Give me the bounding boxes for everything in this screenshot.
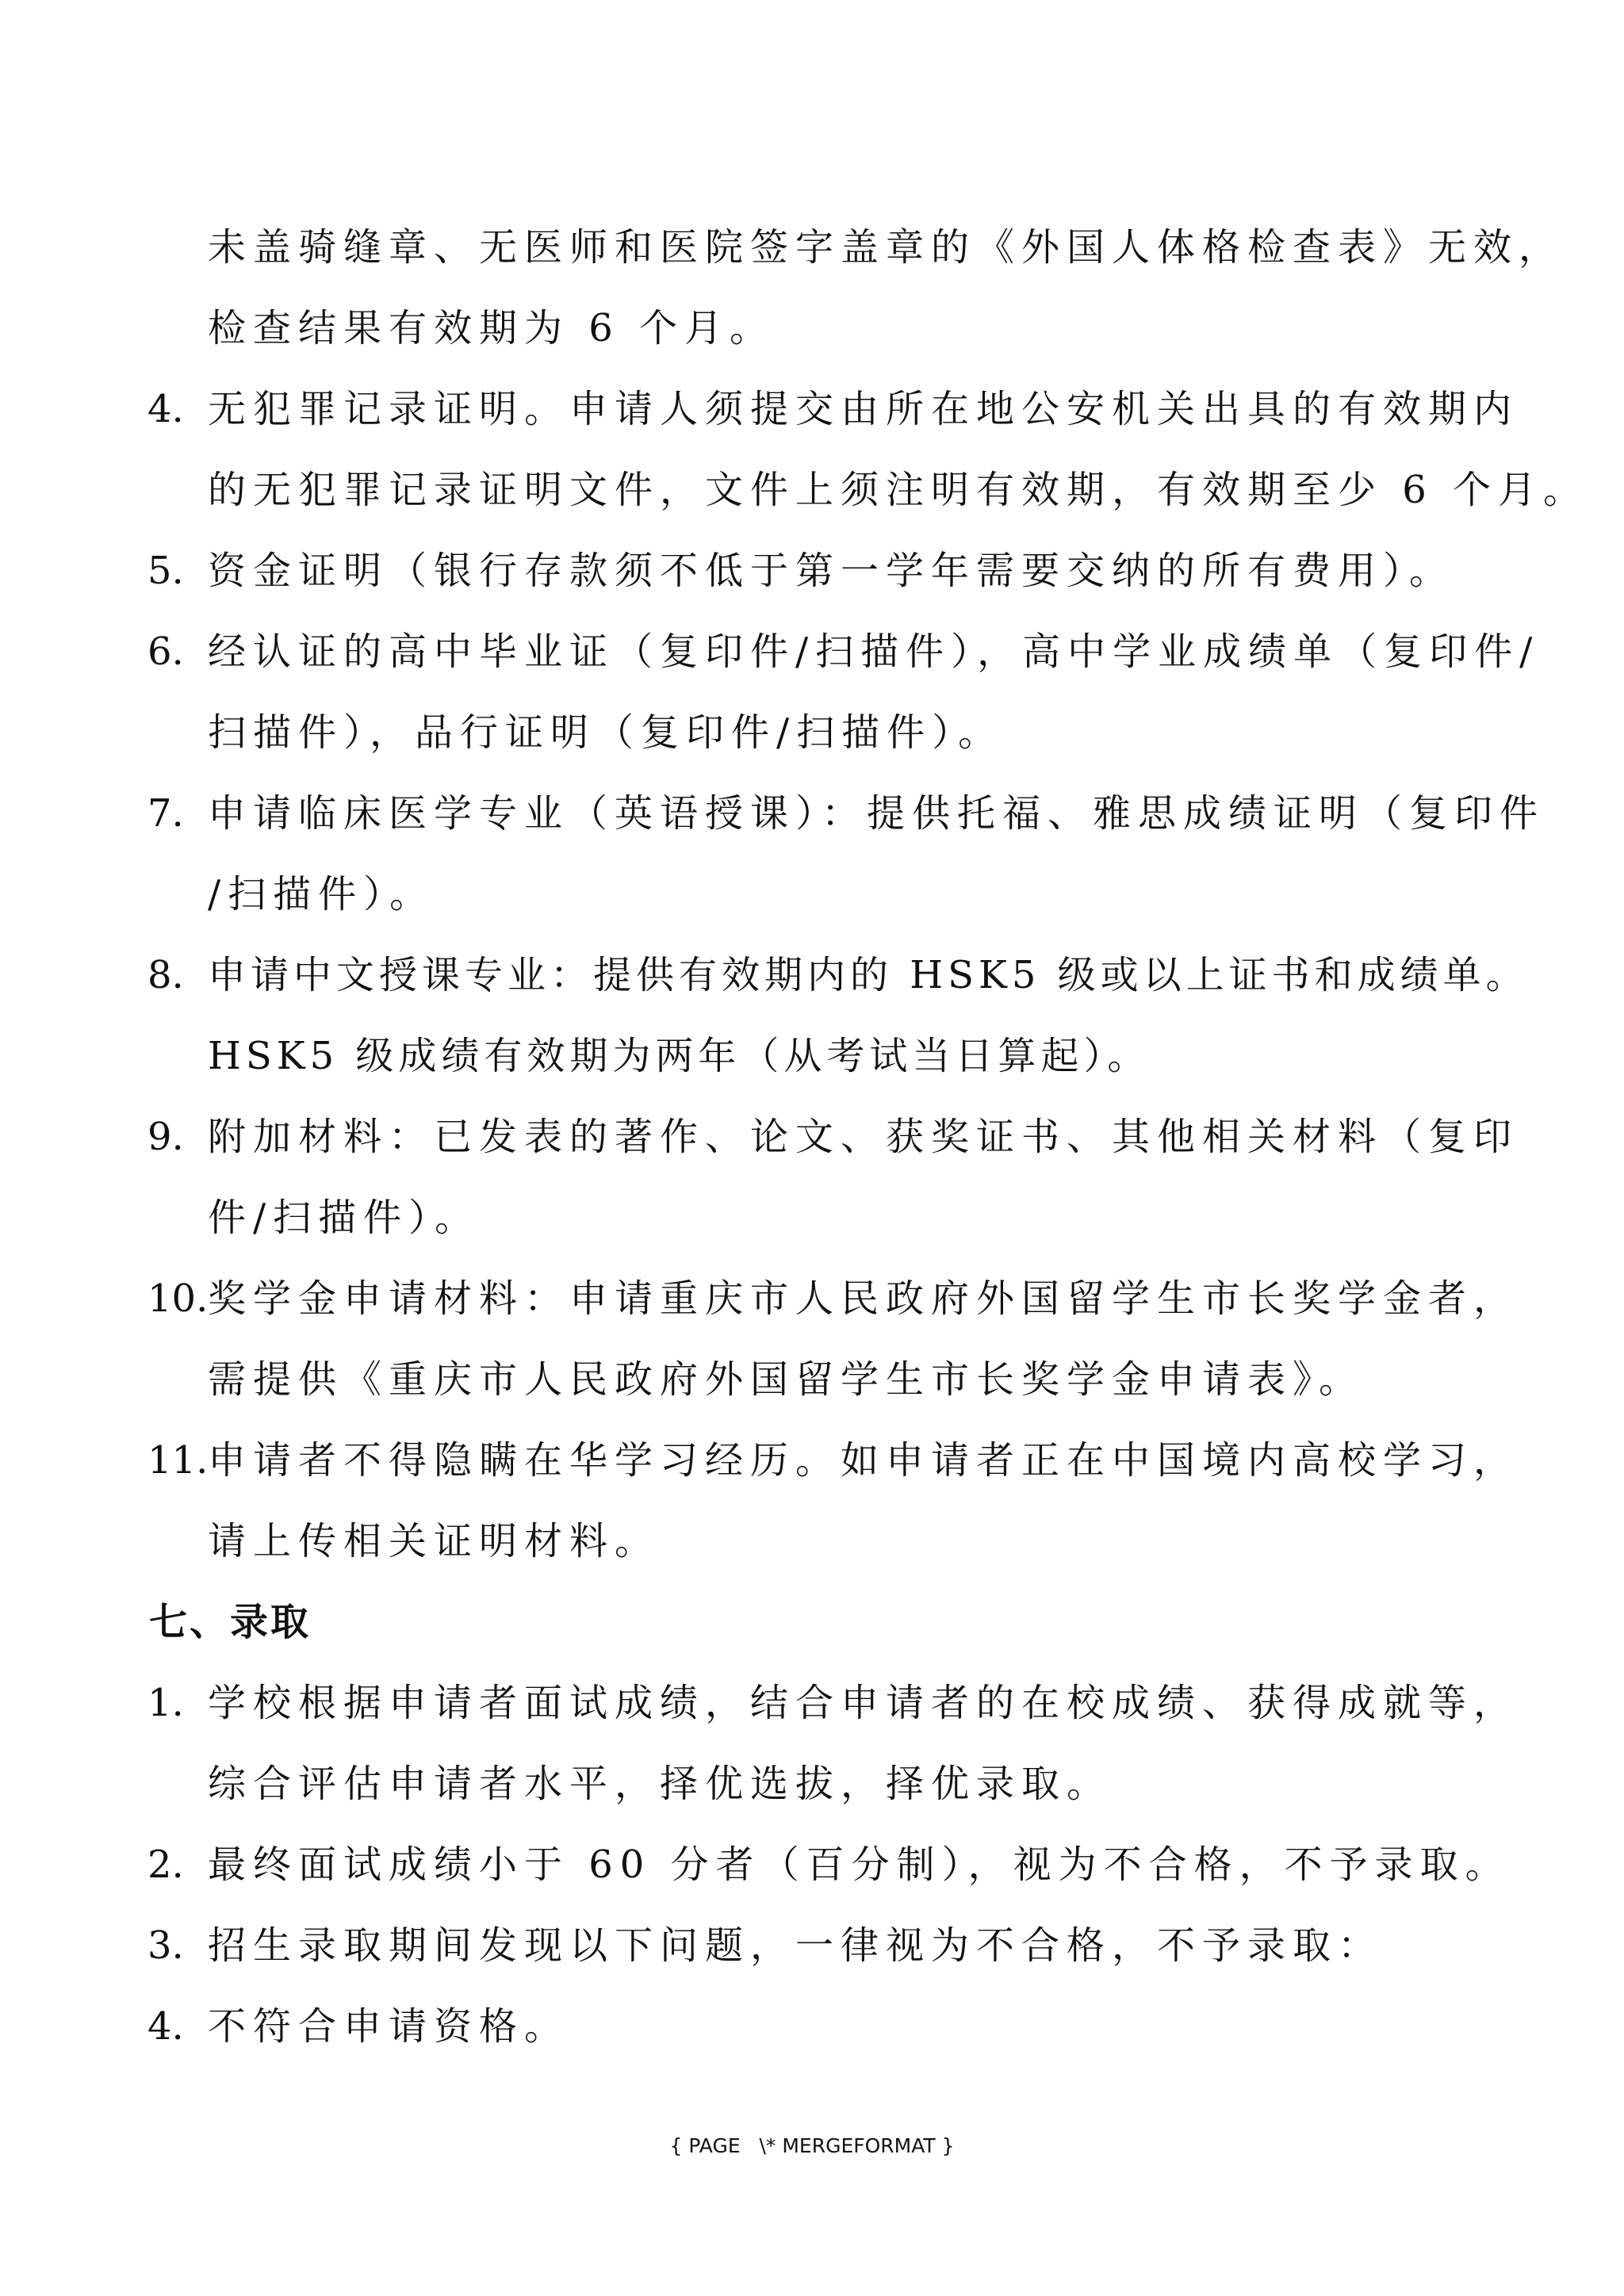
section-heading-admission: 七、录取: [149, 1600, 312, 1644]
list-item-4-number: 4.: [147, 387, 184, 431]
list-item-6-text-line-1: 经认证的高中毕业证（复印件/扫描件），高中学业成绩单（复印件/: [208, 629, 1540, 674]
list-item-9-text-line-1: 附加材料：已发表的著作、论文、获奖证书、其他相关材料（复印: [208, 1115, 1519, 1159]
page-footer-field-code: { PAGE \* MERGEFORMAT }: [669, 2134, 955, 2157]
list-item-11-text-line-2: 请上传相关证明材料。: [208, 1519, 661, 1563]
list-item-7-number: 7.: [147, 791, 184, 836]
admission-item-1-text-line-1: 学校根据申请者面试成绩，结合申请者的在校成绩、获得成就等，: [208, 1681, 1519, 1725]
list-item-7-text-line-2: /扫描件）。: [208, 872, 435, 916]
list-item-3-text-line-1: 未盖骑缝章、无医师和医院签字盖章的《外国人体格检查表》无效，: [208, 225, 1565, 270]
admission-item-3-text: 招生录取期间发现以下问题，一律视为不合格，不予录取：: [208, 1923, 1384, 1968]
admission-item-1-text-line-2: 综合评估申请者水平，择优选拔，择优录取。: [208, 1762, 1113, 1806]
list-item-11-number: 11.: [147, 1438, 209, 1483]
list-item-5-text: 资金证明（银行存款须不低于第一学年需要交纳的所有费用）。: [208, 549, 1455, 593]
list-item-8-number: 8.: [147, 953, 184, 997]
list-item-8-text-line-2: HSK5 级成绩有效期为两年（从考试当日算起）。: [208, 1034, 1151, 1078]
list-item-9-number: 9.: [147, 1115, 184, 1159]
list-item-4-text-line-1: 无犯罪记录证明。申请人须提交由所在地公安机关出具的有效期内: [208, 387, 1519, 431]
list-item-7-text-line-1: 申请临床医学专业（英语授课）：提供托福、雅思成绩证明（复印件: [208, 791, 1545, 836]
list-item-11-text-line-1: 申请者不得隐瞒在华学习经历。如申请者正在中国境内高校学习，: [208, 1438, 1519, 1483]
list-item-10-text-line-2: 需提供《重庆市人民政府外国留学生市长奖学金申请表》。: [208, 1357, 1365, 1402]
admission-item-4-number: 4.: [147, 2004, 184, 2049]
list-item-8-text-line-1: 申请中文授课专业：提供有效期内的 HSK5 级或以上证书和成绩单。: [208, 953, 1529, 997]
list-item-3-text-line-2: 检查结果有效期为 6 个月。: [208, 306, 776, 350]
list-item-4-text-line-2: 的无犯罪记录证明文件，文件上须注明有效期，有效期至少 6 个月。: [208, 468, 1589, 512]
list-item-9-text-line-2: 件/扫描件）。: [208, 1196, 481, 1240]
list-item-10-number: 10.: [147, 1276, 209, 1321]
list-item-6-number: 6.: [147, 629, 184, 674]
admission-item-1-number: 1.: [147, 1681, 184, 1725]
list-item-10-text-line-1: 奖学金申请材料：申请重庆市人民政府外国留学生市长奖学金者，: [208, 1276, 1519, 1321]
list-item-5-number: 5.: [147, 549, 184, 593]
admission-item-2-text: 最终面试成绩小于 60 分者（百分制），视为不合格，不予录取。: [208, 1843, 1511, 1887]
admission-item-4-text: 不符合申请资格。: [208, 2004, 570, 2049]
admission-item-2-number: 2.: [147, 1843, 184, 1887]
admission-item-3-number: 3.: [147, 1923, 184, 1968]
list-item-6-text-line-2: 扫描件），品行证明（复印件/扫描件）。: [208, 710, 1004, 755]
